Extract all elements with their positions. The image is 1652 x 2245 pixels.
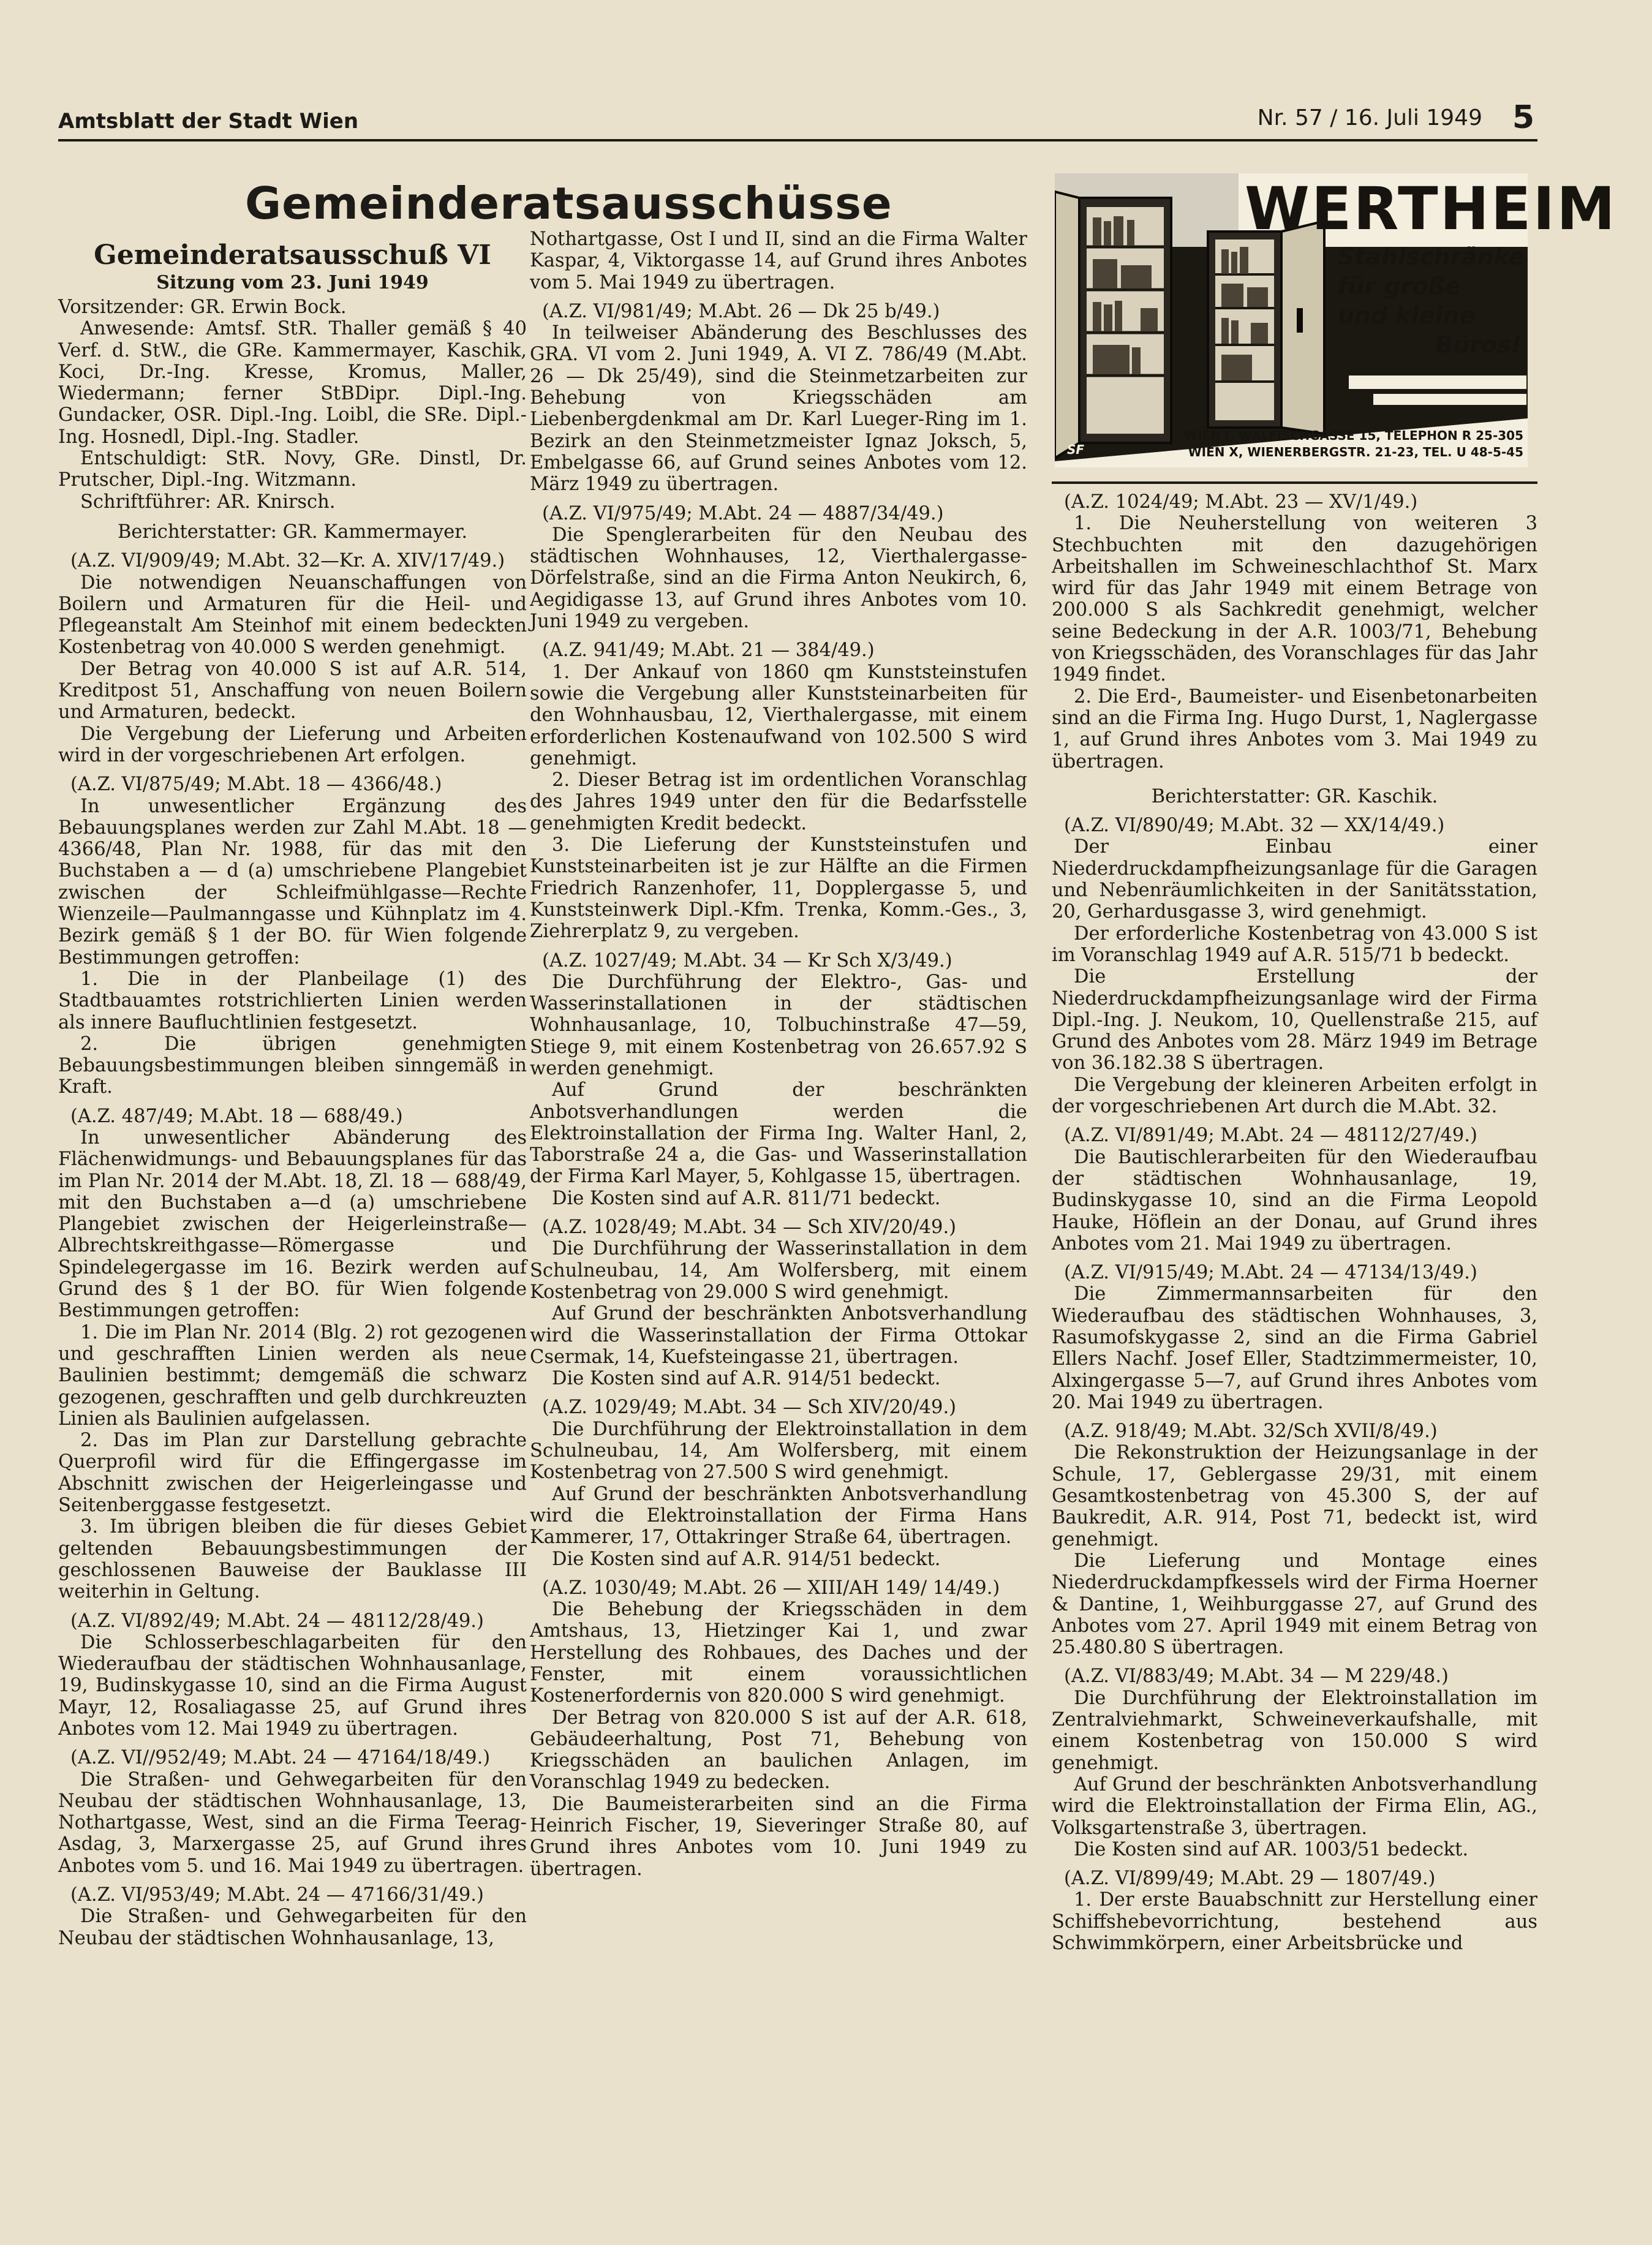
reference-number: (A.Z. VI/891/49; M.Abt. 24 — 48112/27/49.) <box>1064 1125 1477 1147</box>
chairman: Vorsitzender: GR. Erwin Bock. <box>58 296 347 318</box>
paragraph: In unwesentlicher Ergänzung des Bebauungsplanes werden zur Zahl M.Abt. 18 — 4366/48, Plan Nr. 1988, für das mit den Buchstaben a — d (a) umschriebene Plangebiet zwischen der Schleifmühlgasse—Rechte Wienzeile—Paulmanngasse und Kühnplatz im 4. Bezirk gemäß § 1 der BO. für Wien folgende Bestimmungen getroffen: <box>58 795 527 968</box>
reference-number: (A.Z. VI/899/49; M.Abt. 29 — 1807/49.) <box>1064 1868 1436 1890</box>
attendees: Anwesende: Amtsf. StR. Thaller gemäß § 40 Verf. d. StW., die GRe. Kammermayer, Kaschik, Koci, Dr.-Ing. Kresse, Kromus, Maller, Wiedermann; ferner StBDipr. Dipl.-Ing. Gundacker, OSR. Dipl.-Ing. Loibl, die SRe. Dipl.-Ing. Hosnedl, Dipl.-Ing. Stadler. <box>58 318 527 448</box>
reference-number: (A.Z. 487/49; M.Abt. 18 — 688/49.) <box>70 1105 403 1127</box>
paragraph: Die Kosten sind auf A.R. 811/71 bedeckt. <box>552 1187 941 1209</box>
paragraph: Der erforderliche Kostenbetrag von 43.000 S ist im Voranschlag 1949 auf A.R. 515/71 b bedeckt. <box>1052 923 1537 966</box>
reference-number: (A.Z. VI/953/49; M.Abt. 24 — 47166/31/49.) <box>70 1884 484 1906</box>
paragraph: Auf Grund der beschränkten Anbotsverhandlung wird die Elektroinstallation der Firma Elin, AG., Volksgartenstraße 3, übertragen. <box>1052 1773 1537 1839</box>
column-1 <box>58 239 527 1949</box>
reference-number: (A.Z. VI/883/49; M.Abt. 34 — M 229/48.) <box>1064 1666 1449 1688</box>
paragraph: 1. Die im Plan Nr. 2014 (Blg. 2) rot gezogenen und geschrafften Linien werden als neue Baulinien bestimmt; demgemäß die schwarz gezogenen, geschrafften und gelb durchkreuzten Linien als Baulinien aufgelassen. <box>58 1321 527 1430</box>
rapporteur: Berichterstatter: GR. Kammermayer. <box>117 521 468 543</box>
paragraph: Der Einbau einer Niederdruckdampfheizungsanlage für die Garagen und Nebenräumlichkeiten in der Sanitätsstation, 20, Gerhardusgasse 3, wird genehmigt. <box>1052 836 1537 923</box>
paragraph: Die Bautischlerarbeiten für den Wiederaufbau der städtischen Wohnhausanlage, 19, Budinskygasse 10, sind an die Firma Leopold Hauke, Höflein an der Donau, auf Grund ihres Anbotes vom 21. Mai 1949 zu übertragen. <box>1052 1146 1537 1255</box>
paragraph: 3. Im übrigen bleiben die für dieses Gebiet geltenden Bebauungsbestimmungen der geschlossenen Bauweise der Bauklasse III weiterhin in Geltung. <box>58 1516 527 1603</box>
paragraph: Die Straßen- und Gehwegarbeiten für den Neubau der städtischen Wohnhausanlage, 13, <box>58 1906 527 1949</box>
paragraph: Der Betrag von 820.000 S ist auf der A.R. 618, Gebäudeerhaltung, Post 71, Behebung von Kriegsschäden an baulichen Anlagen, im Voranschlag 1949 zu bedecken. <box>530 1707 1027 1794</box>
reference-number: (A.Z. VI//952/49; M.Abt. 24 — 47164/18/49.) <box>70 1747 491 1769</box>
reference-number: (A.Z. 1024/49; M.Abt. 23 — XV/1/49.) <box>1064 491 1418 513</box>
ad-slogan-line: und kleine <box>1338 302 1476 329</box>
reference-number: (A.Z. VI/890/49; M.Abt. 32 — XX/14/49.) <box>1064 815 1445 837</box>
artist-signature: SF <box>1067 442 1085 457</box>
rapporteur: Berichterstatter: GR. Kaschik. <box>1151 785 1438 807</box>
paragraph: Die Straßen- und Gehwegarbeiten für den Neubau der städtischen Wohnhausanlage, 13, Nothartgasse, West, sind an die Firma Teerag-Asdag, 3, Marxergasse 25, auf Grund ihres Anbotes vom 5. und 16. Mai 1949 zu übertragen. <box>58 1768 527 1877</box>
reference-number: (A.Z. VI/915/49; M.Abt. 24 — 47134/13/49.) <box>1064 1262 1477 1284</box>
paragraph: Auf Grund der beschränkten Anbotsverhandlungen werden die Elektroinstallation der Firma Ing. Walter Hanl, 2, Taborstraße 24 a, die Gas- und Wasserinstallation der Firma Karl Mayer, 5, Kohlgasse 15, übertragen. <box>530 1079 1027 1188</box>
paragraph: Der Betrag von 40.000 S ist auf A.R. 514, Kreditpost 51, Anschaffung von neuen Boilern und Armaturen, bedeckt. <box>58 658 527 723</box>
ad-slogan-line: Stahlschränke <box>1338 243 1525 270</box>
paragraph: 1. Der erste Bauabschnitt zur Herstellung einer Schiffshebevorrichtung, bestehend aus Schwimmkörpern, einer Arbeitsbrücke und <box>1052 1889 1537 1954</box>
reference-number: (A.Z. 1027/49; M.Abt. 34 — Kr Sch X/3/49.) <box>542 949 952 972</box>
session-date: Sitzung vom 23. Juni 1949 <box>156 272 429 293</box>
paragraph: Die Lieferung und Montage eines Niederdruckdampfkessels wird der Firma Hoerner & Dantine, 1, Weihburggasse 27, auf Grund des Anbotes vom 27. April 1949 mit einem Betrag von 25.480.80 S übertragen. <box>1052 1550 1537 1659</box>
page-number: 5 <box>1512 99 1534 136</box>
ad-brand: WERTHEIM <box>1245 175 1617 243</box>
reference-number: (A.Z. VI/981/49; M.Abt. 26 — Dk 25 b/49.) <box>542 300 940 322</box>
paragraph: Die Rekonstruktion der Heizungsanlage in der Schule, 17, Geblergasse 29/31, mit einem Gesamtkostenbetrag von 45.300 S, der auf Baukredit, A.R. 914, Post 71, bedeckt ist, wird genehmigt. <box>1052 1442 1537 1550</box>
ad-address-line: WIEN I, WALFISCHGASSE 15, TELEPHON R 25-305 <box>1183 428 1523 443</box>
paragraph: Die Zimmermannsarbeiten für den Wiederaufbau des städtischen Wohnhauses, 3, Rasumofskygasse 2, sind an die Firma Gabriel Ellers Nachf. Josef Eller, Stadtzimmermeister, 10, Alxingergasse 5—7, auf Grund ihres Anbotes vom 20. Mai 1949 zu übertragen. <box>1052 1283 1537 1413</box>
paragraph: Die Baumeisterarbeiten sind an die Firma Heinrich Fischer, 19, Sieveringer Straße 80, auf Grund ihres Anbotes vom 10. Juni 1949 zu übertragen. <box>530 1793 1027 1880</box>
ad-divider <box>1052 481 1537 484</box>
paragraph: Die Durchführung der Elektro-, Gas- und Wasserinstallationen in der städtischen Wohnhausanlage, 10, Tolbuchinstraße 47—59, Stiege 9, mit einem Kostenbetrag von 26.657.92 S werden genehmigt. <box>530 971 1027 1079</box>
paragraph: In teilweiser Abänderung des Beschlusses des GRA. VI vom 2. Juni 1949, A. VI Z. 786/49 (M.Abt. 26 — Dk 25/49), sind die Steinmetzarbeiten zur Behebung von Kriegsschäden am Liebenbergdenkmal am Dr. Karl Lueger-Ring im 1. Bezirk an den Steinmetzmeister Ignaz Joksch, 5, Embelgasse 66, auf Grund seines Anbotes vom 12. März 1949 zu übertragen. <box>530 322 1027 496</box>
paragraph: Auf Grund der beschränkten Anbotsverhandlung wird die Wasserinstallation der Firma Ottokar Csermak, 14, Kuefsteingasse 21, übertragen. <box>530 1303 1027 1368</box>
paragraph: Die Kosten sind auf A.R. 914/51 bedeckt. <box>552 1368 941 1390</box>
paragraph: 2. Die übrigen genehmigten Bebauungsbestimmungen bleiben sinngemäß in Kraft. <box>58 1033 527 1098</box>
secretary: Schriftführer: AR. Knirsch. <box>80 491 336 513</box>
paragraph: 2. Das im Plan zur Darstellung gebrachte Querprofil wird für die Effingergasse im Abschnitt zwischen der Heigerleingasse und Seitenberggasse festgesetzt. <box>58 1430 527 1517</box>
ad-address-line: WIEN X, WIENERBERGSTR. 21-23, TEL. U 48-5-45 <box>1188 445 1523 459</box>
ad-address <box>1159 428 1523 461</box>
paragraph: In unwesentlicher Abänderung des Flächenwidmungs- und Bebauungsplanes für das im Plan Nr. 2014 der M.Abt. 18, Zl. 18 — 688/49, mit den Buchstaben a—d (a) umschriebene Plangebiet zwischen der Heigerleinstraße—Albrechtskreithgasse—Römergasse und Spindelegergasse im 16. Bezirk werden auf Grund des § 1 der BO. für Wien folgende Bestimmungen getroffen: <box>58 1126 527 1322</box>
reference-number: (A.Z. 1030/49; M.Abt. 26 — XIII/AH 149/ 14/49.) <box>542 1577 1000 1599</box>
paragraph: 1. Die in der Planbeilage (1) des Stadtbauamtes rotstrichlierten Linien werden als innere Baufluchtlinien festgesetzt. <box>58 968 527 1033</box>
paragraph: Nothartgasse, Ost I und II, sind an die Firma Walter Kaspar, 4, Viktorgasse 14, auf Grund ihres Anbotes vom 5. Mai 1949 zu übertragen. <box>530 228 1027 293</box>
paragraph: 1. Die Neuherstellung von weiteren 3 Stechbuchten mit den dazugehörigen Arbeitshallen im Schweineschlachthof St. Marx wird für das Jahr 1949 mit einem Betrage von 200.000 S als Sachkredit genehmigt, welcher seine Bedeckung in der A.R. 1003/71, Behebung von Kriegsschäden, des Voranschlages für das Jahr 1949 findet. <box>1052 513 1537 686</box>
paragraph: 2. Die Erd-, Baumeister- und Eisenbetonarbeiten sind an die Firma Ing. Hugo Durst, 1, Naglergasse 1, auf Grund ihres Anbotes vom 3. Mai 1949 zu übertragen. <box>1052 685 1537 772</box>
column-3 <box>1052 491 1537 1954</box>
paragraph: 1. Der Ankauf von 1860 qm Kunststeinstufen sowie die Vergebung aller Kunststeinarbeiten für den Wohnhausbau, 12, Vierthalergasse, mit einem erforderlichen Kostenaufwand von 102.500 S wird genehmigt. <box>530 661 1027 769</box>
paragraph: Die Durchführung der Elektroinstallation in dem Schulneubau, 14, Am Wolfersberg, mit einem Kostenbetrag von 27.500 S wird genehmigt. <box>530 1418 1027 1484</box>
paragraph: Die Erstellung der Niederdruckdampfheizungsanlage wird der Firma Dipl.-Ing. J. Neukom, 10, Quellenstraße 215, auf Grund des Anbotes vom 28. März 1949 im Betrage von 36.182.38 S übertragen. <box>1052 966 1537 1074</box>
header-rule <box>58 139 1537 141</box>
paragraph: Auf Grund der beschränkten Anbotsverhandlung wird die Elektroinstallation der Firma Hans Kammerer, 17, Ottakringer Straße 64, übertragen. <box>530 1483 1027 1549</box>
ad-slogan-line: Büros! <box>1435 331 1522 358</box>
reference-number: (A.Z. VI/909/49; M.Abt. 32—Kr. A. XIV/17/49.) <box>70 550 505 572</box>
paragraph: Die Schlosserbeschlagarbeiten für den Wiederaufbau der städtischen Wohnhausanlage, 19, Budinskygasse 10, sind an die Firma August Mayr, 12, Rosaliagasse 25, auf Grund ihres Anbotes vom 12. Mai 1949 zu übertragen. <box>58 1631 527 1740</box>
ad-slogan-line: für große <box>1338 273 1461 300</box>
paragraph: Die Durchführung der Wasserinstallation in dem Schulneubau, 14, Am Wolfersberg, mit einem Kostenbetrag von 29.000 S wird genehmigt. <box>530 1238 1027 1303</box>
column-2 <box>530 228 1027 1880</box>
excused: Entschuldigt: StR. Novy, GRe. Dinstl, Dr. Prutscher, Dipl.-Ing. Witzmann. <box>58 448 527 491</box>
page-title: Gemeinderatsausschüsse <box>245 178 892 229</box>
publication-name: Amtsblatt der Stadt Wien <box>58 109 359 134</box>
reference-number: (A.Z. 1028/49; M.Abt. 34 — Sch XIV/20/49.) <box>542 1217 957 1239</box>
paragraph: Die Behebung der Kriegsschäden in dem Amtshaus, 13, Hietzinger Kai 1, und zwar Herstellung des Rohbaues, des Daches und der Fenster, mit einem voraussichtlichen Kostenerfordernis von 820.000 S wird genehmigt. <box>530 1599 1027 1707</box>
page-header <box>58 99 1534 140</box>
reference-number: (A.Z. 1029/49; M.Abt. 34 — Sch XIV/20/49.) <box>542 1397 957 1419</box>
paragraph: Die Durchführung der Elektroinstallation im Zentralviehmarkt, Schweineverkaufshalle, mit einem Kostenbetrag von 150.000 S wird genehmigt. <box>1052 1687 1537 1774</box>
reference-number: (A.Z. 941/49; M.Abt. 21 — 384/49.) <box>542 640 875 662</box>
paragraph: Die notwendigen Neuanschaffungen von Boilern und Armaturen für die Heil- und Pflegeanstalt Am Steinhof mit einem bedeckten Kostenbetrag von 40.000 S werden genehmigt. <box>58 572 527 658</box>
paragraph: Die Kosten sind auf AR. 1003/51 bedeckt. <box>1074 1838 1469 1860</box>
paragraph: Die Kosten sind auf A.R. 914/51 bedeckt. <box>552 1548 941 1570</box>
ad-slogan <box>1338 242 1525 360</box>
paragraph: 3. Die Lieferung der Kunststeinstufen und Kunststeinarbeiten ist je zur Hälfte an die Firmen Friedrich Ranzenhofer, 11, Dopplergasse 5, und Kunststeinwerk Dipl.-Kfm. Trenka, Komm.-Ges., 3, Ziehrerplatz 9, zu vergeben. <box>530 834 1027 943</box>
reference-number: (A.Z. VI/875/49; M.Abt. 18 — 4366/48.) <box>70 774 442 796</box>
paragraph: Die Spenglerarbeiten für den Neubau des städtischen Wohnhauses, 12, Vierthalergasse-Dörfelstraße, sind an die Firma Anton Neukirch, 6, Aegidigasse 13, auf Grund ihres Anbotes vom 10. Juni 1949 zu vergeben. <box>530 524 1027 633</box>
paragraph: Die Vergebung der Lieferung und Arbeiten wird in der vorgeschriebenen Art erfolgen. <box>58 723 527 766</box>
wertheim-advertisement <box>1055 173 1617 467</box>
paragraph: Die Vergebung der kleineren Arbeiten erfolgt in der vorgeschriebenen Art durch die M.Abt. 32. <box>1052 1074 1537 1118</box>
issue-date: Nr. 57 / 16. Juli 1949 <box>1257 105 1482 130</box>
committee-heading: Gemeinderatsausschuß VI <box>94 240 491 271</box>
paragraph: 2. Dieser Betrag ist im ordentlichen Voranschlag des Jahres 1949 unter den für die Bedarfsstelle genehmigten Kredit bedeckt. <box>530 769 1027 834</box>
reference-number: (A.Z. 918/49; M.Abt. 32/Sch XVII/8/49.) <box>1064 1421 1438 1443</box>
reference-number: (A.Z. VI/975/49; M.Abt. 24 — 4887/34/49.) <box>542 502 944 524</box>
reference-number: (A.Z. VI/892/49; M.Abt. 24 — 48112/28/49.) <box>70 1610 484 1632</box>
